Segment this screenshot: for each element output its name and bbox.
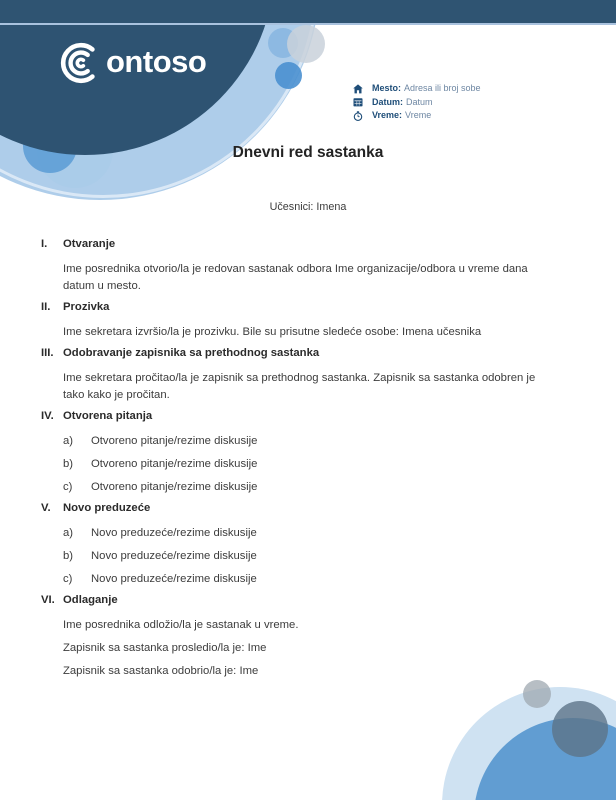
list-item-text: Novo preduzeće/rezime diskusije: [91, 550, 257, 562]
section-numeral: V.: [41, 502, 51, 514]
list-item: [63, 433, 551, 450]
list-item-letter: b): [63, 458, 74, 470]
meeting-info-location: [353, 82, 481, 96]
agenda-section-adjournment: [41, 592, 551, 680]
list-item: [63, 456, 551, 473]
decor-bottom-right-slate-circle: [552, 701, 608, 757]
agenda-section-rollcall: [41, 299, 551, 341]
section-heading-text: Otvorena pitanja: [63, 410, 153, 422]
decor-top-blue-circle: [275, 62, 302, 89]
list-item-text: Otvoreno pitanje/rezime diskusije: [91, 458, 258, 470]
list-item-letter: a): [63, 435, 74, 447]
section-heading: [41, 500, 551, 517]
time-label: Vreme:: [372, 110, 403, 120]
date-value: Datum: [406, 96, 433, 107]
list-item-text: Otvoreno pitanje/rezime diskusije: [91, 435, 258, 447]
section-numeral: III.: [41, 347, 54, 359]
section-heading-text: Odobravanje zapisnika sa prethodnog sastanka: [63, 347, 320, 359]
list-item-letter: c): [63, 573, 73, 585]
contoso-logo-text: ontoso: [106, 43, 207, 79]
clock-icon: [353, 111, 363, 121]
section-paragraph: Zapisnik sa sastanka odobrio/la je: Ime: [63, 665, 259, 677]
list-item: [63, 525, 551, 542]
section-heading: [41, 299, 551, 316]
section-numeral: I.: [41, 238, 48, 250]
section-heading: [41, 408, 551, 425]
list-item: [63, 571, 551, 588]
section-paragraph: Ime sekretara izvršio/la je prozivku. Bile su prisutne sledeće osobe: Imena učesnika: [63, 326, 482, 338]
location-label: Mesto:: [372, 83, 401, 93]
date-label: Datum:: [372, 96, 403, 107]
meeting-info-block: [353, 82, 481, 123]
section-numeral: II.: [41, 301, 51, 313]
participants-line: Učesnici: Imena: [269, 201, 347, 213]
section-heading: [41, 345, 551, 362]
section-numeral: IV.: [41, 410, 54, 422]
section-numeral: VI.: [41, 594, 55, 606]
list-item-letter: a): [63, 527, 74, 539]
decor-top-gray-circle: [287, 25, 325, 63]
meeting-info-date: [353, 96, 481, 110]
section-paragraph: Ime posrednika odložio/la je sastanak u vreme.: [63, 619, 299, 631]
list-item-text: Otvoreno pitanje/rezime diskusije: [91, 481, 258, 493]
time-value: Vreme: [405, 110, 432, 120]
agenda-section-open-issues: [41, 408, 551, 496]
list-item-text: Novo preduzeće/rezime diskusije: [91, 527, 257, 539]
section-heading-text: Odlaganje: [63, 594, 118, 606]
agenda-section-minutes-approval: [41, 345, 551, 404]
section-heading-text: Novo preduzeće: [63, 502, 151, 514]
calendar-icon: [353, 97, 363, 107]
section-heading: [41, 592, 551, 609]
decor-bottom-right-gray-circle: [523, 680, 551, 708]
contoso-logo-icon: [58, 40, 104, 86]
agenda-list: [41, 236, 551, 680]
list-item-letter: b): [63, 550, 74, 562]
section-heading-text: Prozivka: [63, 301, 110, 313]
page-title: Dnevni red sastanka: [232, 144, 384, 161]
section-paragraph: Ime sekretara pročitao/la je zapisnik sa prethodnog sastanka. Zapisnik sa sastanka odobren je tako kako je pročitan.: [63, 372, 536, 401]
meeting-info-time: [353, 109, 481, 123]
home-icon: [353, 84, 363, 94]
section-heading: [41, 236, 551, 253]
top-navy-bar: [0, 0, 616, 25]
agenda-section-new-business: [41, 500, 551, 588]
contoso-logo: [58, 40, 206, 86]
section-heading-text: Otvaranje: [63, 238, 116, 250]
section-paragraph: Zapisnik sa sastanka prosledio/la je: Ime: [63, 642, 267, 654]
list-item-text: Novo preduzeće/rezime diskusije: [91, 573, 257, 585]
agenda-section-opening: [41, 236, 551, 295]
section-paragraph: Ime posrednika otvorio/la je redovan sastanak odbora Ime organizacije/odbora u vreme dana datum u mesto.: [63, 263, 528, 292]
list-item: [63, 548, 551, 565]
list-item: [63, 479, 551, 496]
list-item-letter: c): [63, 481, 73, 493]
location-value: Adresa ili broj sobe: [404, 83, 481, 93]
